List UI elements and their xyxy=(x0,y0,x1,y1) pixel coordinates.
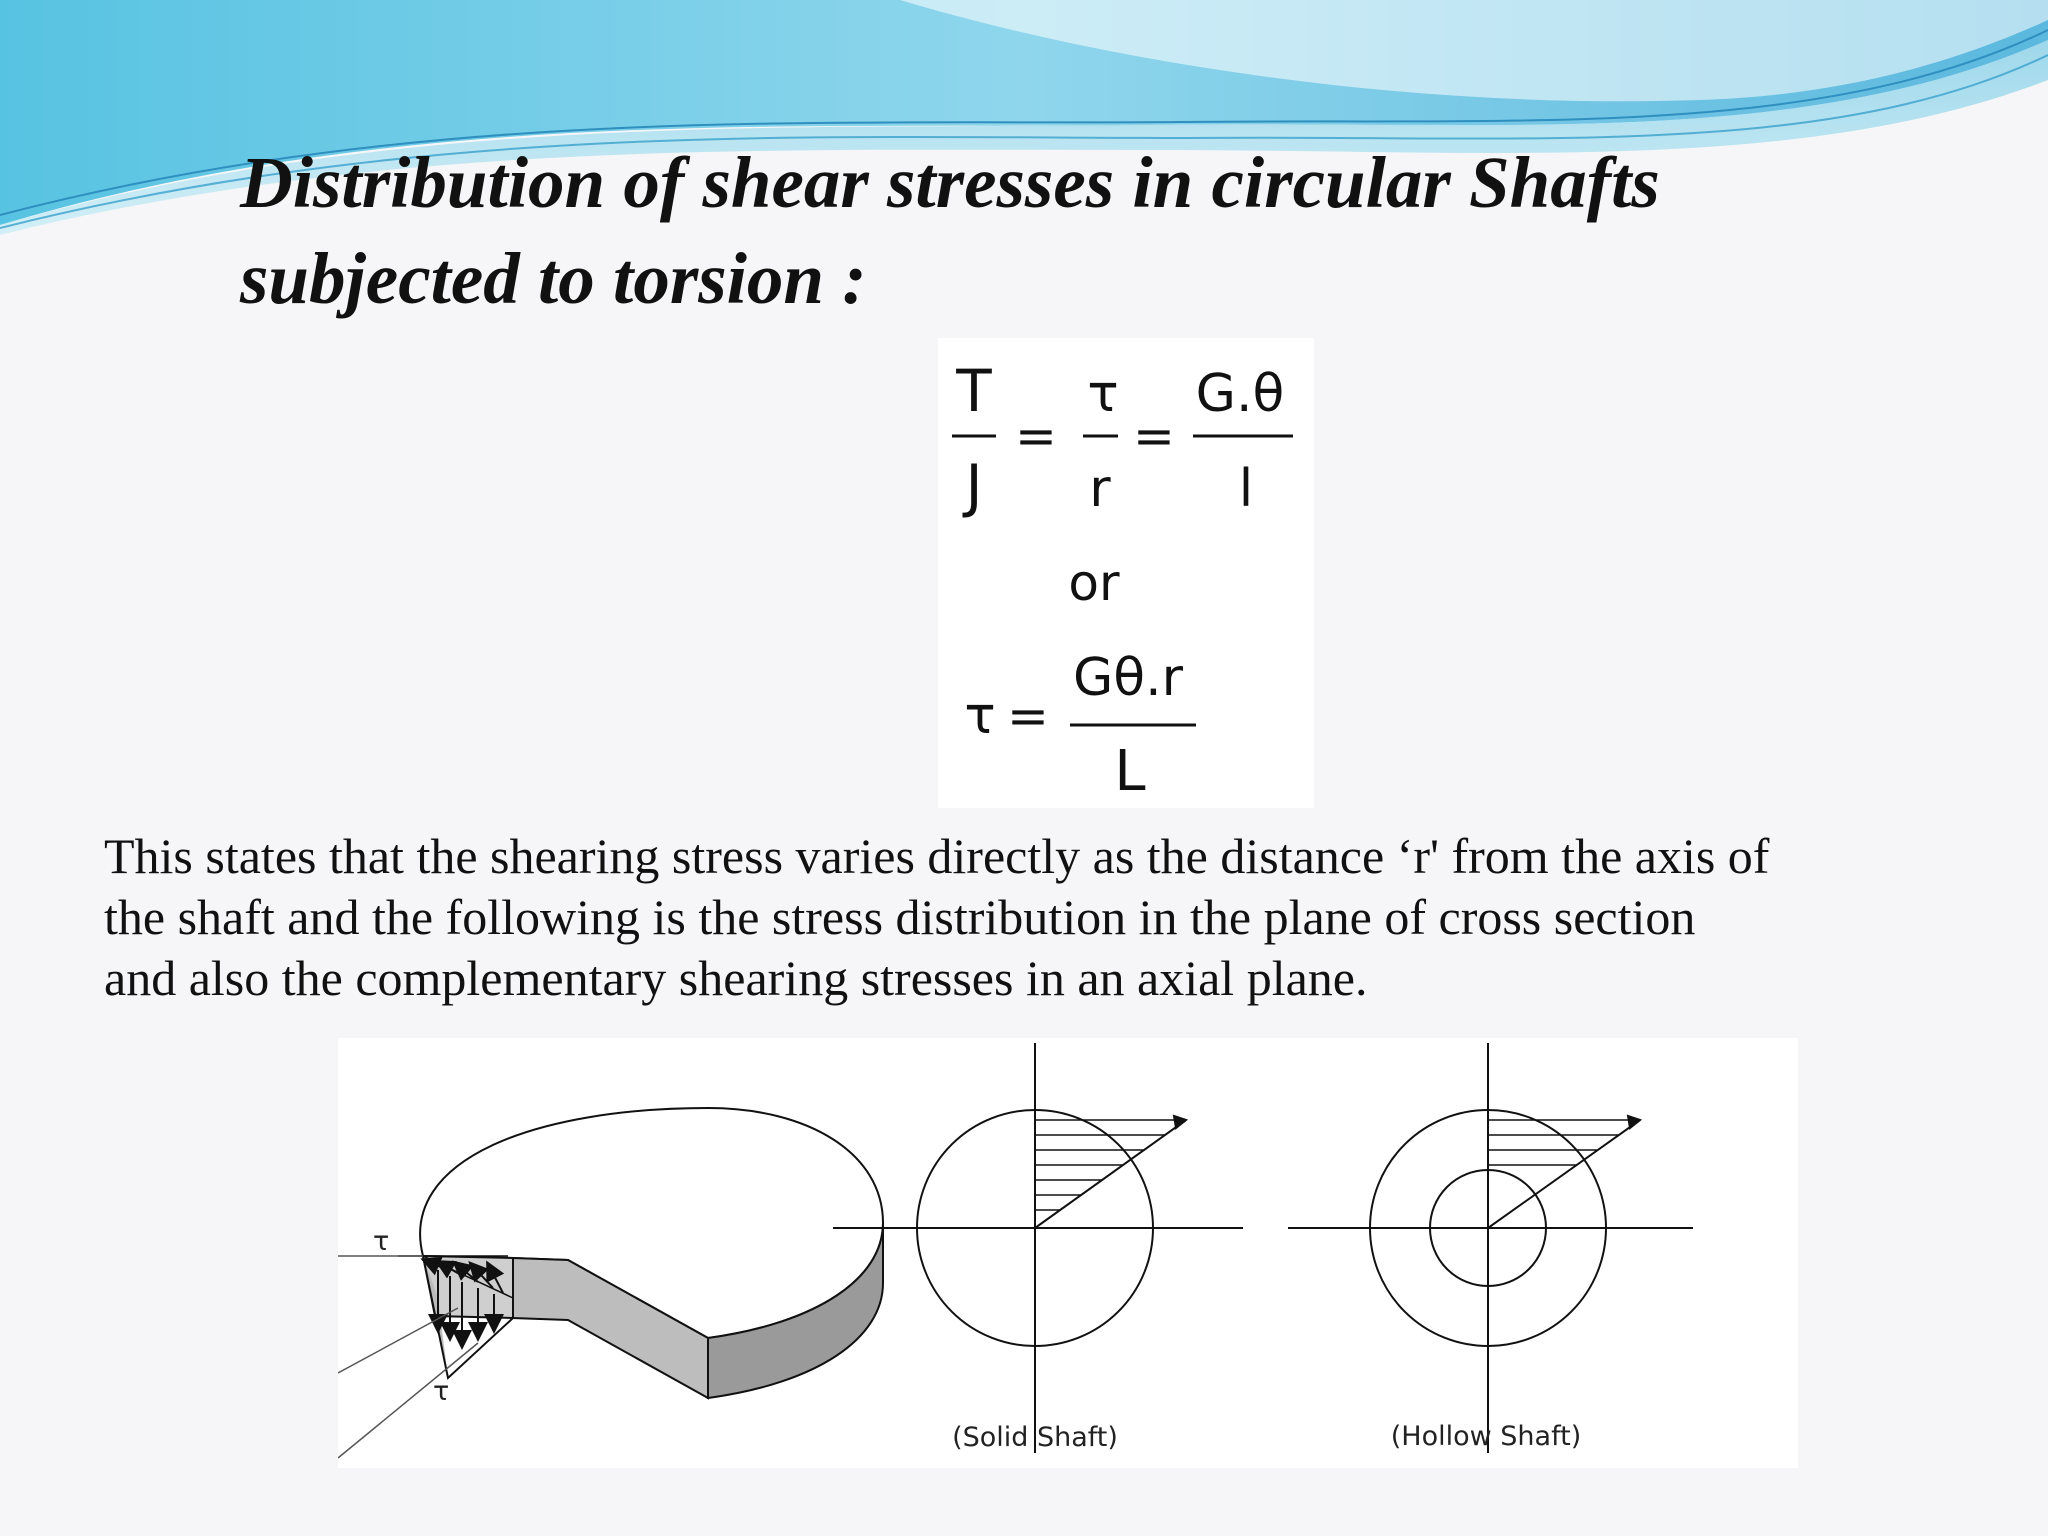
shaft-cutaway-drawing xyxy=(338,1108,883,1458)
formula-tau: τ xyxy=(1087,364,1119,424)
body-line-1: This states that the shearing stress varies directly as the distance ‘r' from the axis of xyxy=(104,828,1770,884)
formula-T: T xyxy=(956,357,992,425)
body-paragraph xyxy=(104,826,1964,1009)
hollow-shaft-section xyxy=(1288,1043,1693,1453)
title-line-2: subjected to torsion : xyxy=(240,238,867,319)
body-line-2: the shaft and the following is the stress distribution in the plane of cross section xyxy=(104,889,1696,945)
formula-equals-3: = xyxy=(1007,687,1049,745)
formula-G-theta-r: Gθ.r xyxy=(1072,648,1184,708)
formula-l: l xyxy=(1238,459,1254,519)
body-line-3: and also the complementary shearing stresses in an axial plane. xyxy=(104,950,1368,1006)
solid-shaft-section xyxy=(833,1043,1243,1453)
formula-or: or xyxy=(1068,554,1120,612)
formula-r: r xyxy=(1089,459,1111,519)
tau-label-bottom: τ xyxy=(433,1376,450,1407)
shear-stress-distribution-figure xyxy=(338,1038,1798,1468)
formula-equals-1: = xyxy=(1015,407,1057,465)
formula-G-theta: G.θ xyxy=(1195,364,1285,424)
slide-title xyxy=(240,135,1940,327)
torsion-formula-image xyxy=(938,338,1314,808)
tau-label-top: τ xyxy=(373,1226,390,1257)
title-line-1: Distribution of shear stresses in circular Shafts xyxy=(240,142,1660,223)
hollow-shaft-caption: (Hollow Shaft) xyxy=(1390,1421,1582,1452)
formula-L: L xyxy=(1114,739,1146,804)
formula-J: J xyxy=(965,452,983,520)
solid-shaft-caption: (Solid Shaft) xyxy=(952,1422,1118,1453)
formula-equals-2: = xyxy=(1133,407,1175,465)
formula-tau-lhs: τ xyxy=(964,686,996,746)
